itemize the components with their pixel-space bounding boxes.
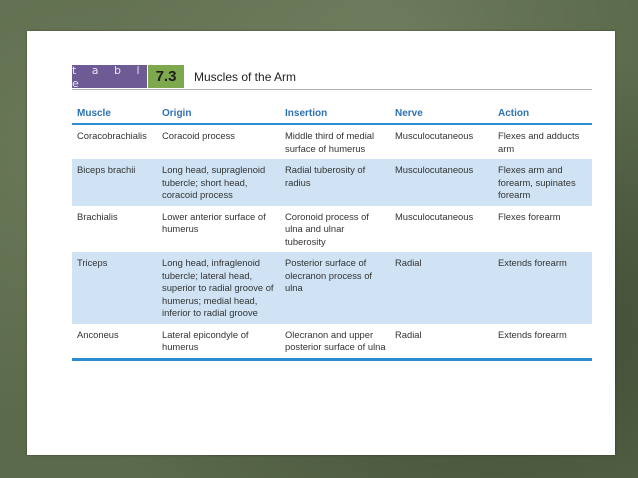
table-row — [72, 124, 592, 159]
column-header-nerve: Nerve — [390, 105, 493, 124]
cell-muscle: Biceps brachii — [72, 159, 157, 206]
cell-action: Flexes forearm — [498, 210, 561, 222]
cell-muscle: Anconeus — [72, 324, 157, 360]
cell-action: Extends forearm — [493, 324, 592, 360]
cell-origin: Lower anterior surface of humerus — [162, 210, 266, 234]
table-row — [72, 252, 592, 324]
header-divider — [72, 89, 592, 90]
cell-origin: Lateral epicondyle of humerus — [157, 324, 280, 360]
table-header-row — [72, 105, 592, 124]
cell-nerve: Musculocutaneous — [395, 210, 474, 222]
table-row — [72, 206, 592, 253]
cell-muscle: Triceps — [72, 252, 157, 324]
cell-origin: Coracoid process — [162, 130, 235, 141]
cell-muscle: Coracobrachialis — [77, 130, 147, 141]
column-header-muscle: Muscle — [72, 105, 157, 124]
cell-nerve: Musculocutaneous — [390, 159, 493, 206]
cell-nerve: Radial — [390, 252, 493, 324]
column-header-action: Action — [493, 105, 592, 124]
cell-insertion: Olecranon and upper posterior surface of ulna — [280, 324, 390, 360]
slide — [27, 31, 615, 455]
cell-action: Extends forearm — [493, 252, 592, 324]
cell-nerve: Radial — [390, 324, 493, 360]
cell-origin: Long head, supraglenoid tubercle; short head, coracoid process — [157, 159, 280, 206]
table-title: Muscles of the Arm — [194, 69, 297, 84]
table-row — [72, 324, 592, 360]
table-row — [72, 159, 592, 206]
cell-insertion: Coronoid process of ulna and ulnar tuberosity — [285, 210, 369, 247]
column-header-insertion: Insertion — [280, 105, 390, 124]
cell-insertion: Middle third of medial surface of humerus — [285, 130, 375, 154]
cell-nerve: Musculocutaneous — [395, 130, 474, 141]
cell-action: Flexes arm and forearm, supinates forearm — [493, 159, 592, 206]
table-word-badge: t a b l e — [72, 63, 146, 90]
muscle-table — [72, 105, 592, 361]
cell-muscle: Brachialis — [77, 210, 118, 222]
cell-action: Flexes and adducts arm — [498, 130, 580, 154]
cell-insertion: Radial tuberosity of radius — [280, 159, 390, 206]
table-header — [72, 65, 592, 88]
column-header-origin: Origin — [157, 105, 280, 124]
cell-insertion: Posterior surface of olecranon process of ulna — [280, 252, 390, 324]
cell-origin: Long head, infraglenoid tubercle; lateral head, superior to radial groove of humerus; medial head, inferior to radial groove — [157, 252, 280, 324]
table-number-badge: 7.3 — [148, 65, 184, 88]
